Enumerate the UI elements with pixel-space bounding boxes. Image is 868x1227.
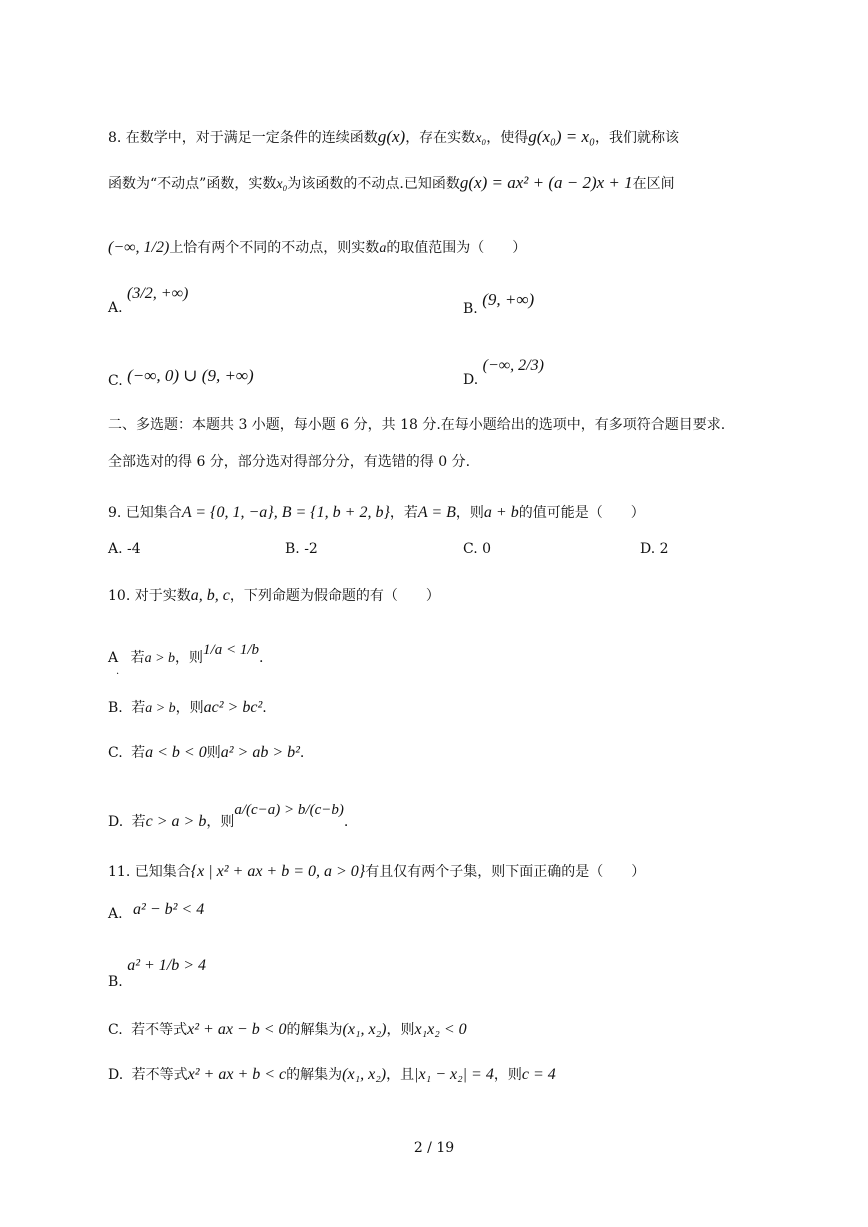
q8-option-c xyxy=(108,366,254,391)
q9-condition: A = B xyxy=(417,504,456,521)
q8-option-a xyxy=(108,285,189,318)
q8-line2 xyxy=(108,173,675,195)
q11-d-text-3: ，且 xyxy=(386,1067,415,1083)
q8-text-8: 上恰有两个不同的不动点，则实数 xyxy=(169,240,380,256)
q11-option-c xyxy=(108,1020,467,1040)
q10-b-if: 若 xyxy=(131,700,146,716)
q10-option-b xyxy=(108,698,267,719)
q11-stem xyxy=(108,862,645,882)
q10-option-a xyxy=(108,642,264,677)
section2-header-line1: 二、多选题：本题共 3 小题，每小题 6 分，共 18 分.在每小题给出的选项中，有多项符合题目要求. xyxy=(108,417,726,433)
q10-b-then: ，则 xyxy=(175,700,204,716)
q10-a-cond: a > b xyxy=(144,651,176,666)
q11-c-text-2: 的解集为 xyxy=(286,1022,343,1038)
q9-expression: a + b xyxy=(483,504,519,521)
q8-text-2: ，存在实数 xyxy=(405,130,476,146)
q10-a-then: ，则 xyxy=(175,650,204,666)
q8-line3 xyxy=(108,238,526,259)
q9-option-a: A. -4 xyxy=(108,541,141,557)
q11-d-label: D. xyxy=(108,1067,124,1083)
q10-d-label: D. xyxy=(108,814,124,830)
q11-c-text-1: 若不等式 xyxy=(131,1022,188,1038)
q8-text-3: ，使得 xyxy=(486,130,529,146)
q11-c-solution: (x₁, x₂) xyxy=(342,1021,387,1038)
q8-option-d xyxy=(463,357,544,390)
q8-option-c-label: C. xyxy=(108,373,123,389)
q9-sets: A = {0, 1, −a}, B = {1, b + 2, b} xyxy=(181,504,390,521)
q11-option-b xyxy=(108,957,207,992)
q11-option-a xyxy=(108,901,205,924)
q8-option-d-value: (−∞, 2/3) xyxy=(482,357,544,374)
q8-a: a xyxy=(379,241,387,256)
q11-d-text-1: 若不等式 xyxy=(131,1067,188,1083)
q11-set: {x | x² + ax + b = 0, a > 0} xyxy=(190,863,366,880)
q10-d-then: ，则 xyxy=(206,814,235,830)
q11-d-inequality: x² + ax + b < c xyxy=(187,1066,287,1083)
q8-text-6: 为该函数的不动点.已知函数 xyxy=(287,176,460,192)
q8-option-b-value: (9, +∞) xyxy=(482,290,535,309)
q8-text-9: 的取值范围为（ ） xyxy=(386,240,527,256)
q11-c-result: x₁x₂ < 0 xyxy=(414,1021,467,1038)
q10-d-result: a/(c−a) > b/(c−b) xyxy=(234,802,344,818)
page-number: 2 / 19 xyxy=(413,1140,455,1156)
q8-option-d-label: D. xyxy=(463,372,479,388)
q10-a-result: 1/a < 1/b xyxy=(203,642,259,658)
section2-header-line2: 全部选对的得 6 分，部分选对得部分分，有选错的得 0 分. xyxy=(108,454,471,470)
q11-text-2: 有且仅有两个子集，则下面正确的是（ ） xyxy=(365,864,646,880)
q9-text-4: 的值可能是（ ） xyxy=(518,505,645,521)
q10-d-if: 若 xyxy=(131,814,146,830)
q8-text-5: 函数为“不动点”函数，实数 xyxy=(108,176,277,192)
q8-text-4: ，我们就称该 xyxy=(595,130,679,146)
q10-vars: a, b, c xyxy=(190,587,230,604)
q9-text-3: ，则 xyxy=(455,505,484,521)
q10-a-dot: . xyxy=(116,666,120,677)
q10-c-end: . xyxy=(299,745,305,761)
q8-x0: x₀ xyxy=(475,131,487,146)
q11-c-label: C. xyxy=(108,1022,123,1038)
q11-d-abs: |x₁ − x₂| = 4 xyxy=(414,1066,494,1083)
q8-option-b xyxy=(463,290,535,319)
q11-d-solution: (x₁, x₂) xyxy=(342,1066,387,1083)
q11-option-d xyxy=(108,1065,556,1085)
q9-option-c: C. 0 xyxy=(463,541,492,557)
q9-stem xyxy=(108,503,645,523)
q11-c-text-3: ，则 xyxy=(386,1022,415,1038)
q10-c-result: a² > ab > b² xyxy=(220,744,300,761)
q10-a-label: A xyxy=(108,650,119,666)
q11-text-1: 11. 已知集合 xyxy=(108,864,191,880)
q10-stem xyxy=(108,586,440,606)
q10-text-2: ，下列命题为假命题的有（ ） xyxy=(229,588,440,604)
q8-option-a-label: A. xyxy=(108,300,123,316)
q10-c-if: 若 xyxy=(131,745,146,761)
q8-g-x0-eq: g(x₀) = x₀ xyxy=(528,127,595,146)
q11-d-result: c = 4 xyxy=(521,1066,556,1083)
q10-b-end: . xyxy=(262,700,267,716)
q10-option-c xyxy=(108,743,304,763)
q10-b-result: ac² > bc² xyxy=(203,699,263,716)
q9-text-2: ，若 xyxy=(389,505,418,521)
q10-a-if: 若 xyxy=(130,650,145,666)
q8-option-c-value: (−∞, 0) ∪ (9, +∞) xyxy=(127,366,254,385)
q8-x0-b: x₀ xyxy=(276,177,288,192)
q8-interval: (−∞, 1/2) xyxy=(108,239,170,256)
q11-c-inequality: x² + ax − b < 0 xyxy=(187,1021,287,1038)
q10-a-end: . xyxy=(259,650,264,666)
q11-d-text-2: 的解集为 xyxy=(286,1067,343,1083)
q8-text-7: 在区间 xyxy=(632,176,675,192)
q8-option-b-label: B. xyxy=(463,301,478,317)
q10-c-cond: a < b < 0 xyxy=(145,744,207,761)
q8-text-1: 8. 在数学中，对于满足一定条件的连续函数 xyxy=(108,130,378,146)
q11-b-expr: a² + 1/b > 4 xyxy=(127,957,207,974)
q8-g-x: g(x) xyxy=(377,127,406,146)
q11-a-expr: a² − b² < 4 xyxy=(133,901,205,918)
q11-b-label: B. xyxy=(108,974,123,990)
q10-d-cond: c > a > b xyxy=(145,813,207,830)
q10-d-end: . xyxy=(343,814,349,830)
q10-c-label: C. xyxy=(108,745,123,761)
q10-text-1: 10. 对于实数 xyxy=(108,588,191,604)
q10-b-cond: a > b xyxy=(145,701,176,716)
q9-option-b: B. -2 xyxy=(285,541,318,557)
q10-c-then: 则 xyxy=(206,745,221,761)
q8-function: g(x) = ax² + (a − 2)x + 1 xyxy=(459,173,633,192)
q8-line1 xyxy=(108,127,679,149)
q10-b-label: B. xyxy=(108,700,123,716)
q9-option-d: D. 2 xyxy=(640,541,669,557)
q10-option-d xyxy=(108,802,349,832)
q11-a-label: A. xyxy=(108,906,123,922)
q9-text-1: 9. 已知集合 xyxy=(108,505,182,521)
q11-d-text-4: ，则 xyxy=(493,1067,522,1083)
q8-option-a-value: (3/2, +∞) xyxy=(127,285,189,302)
